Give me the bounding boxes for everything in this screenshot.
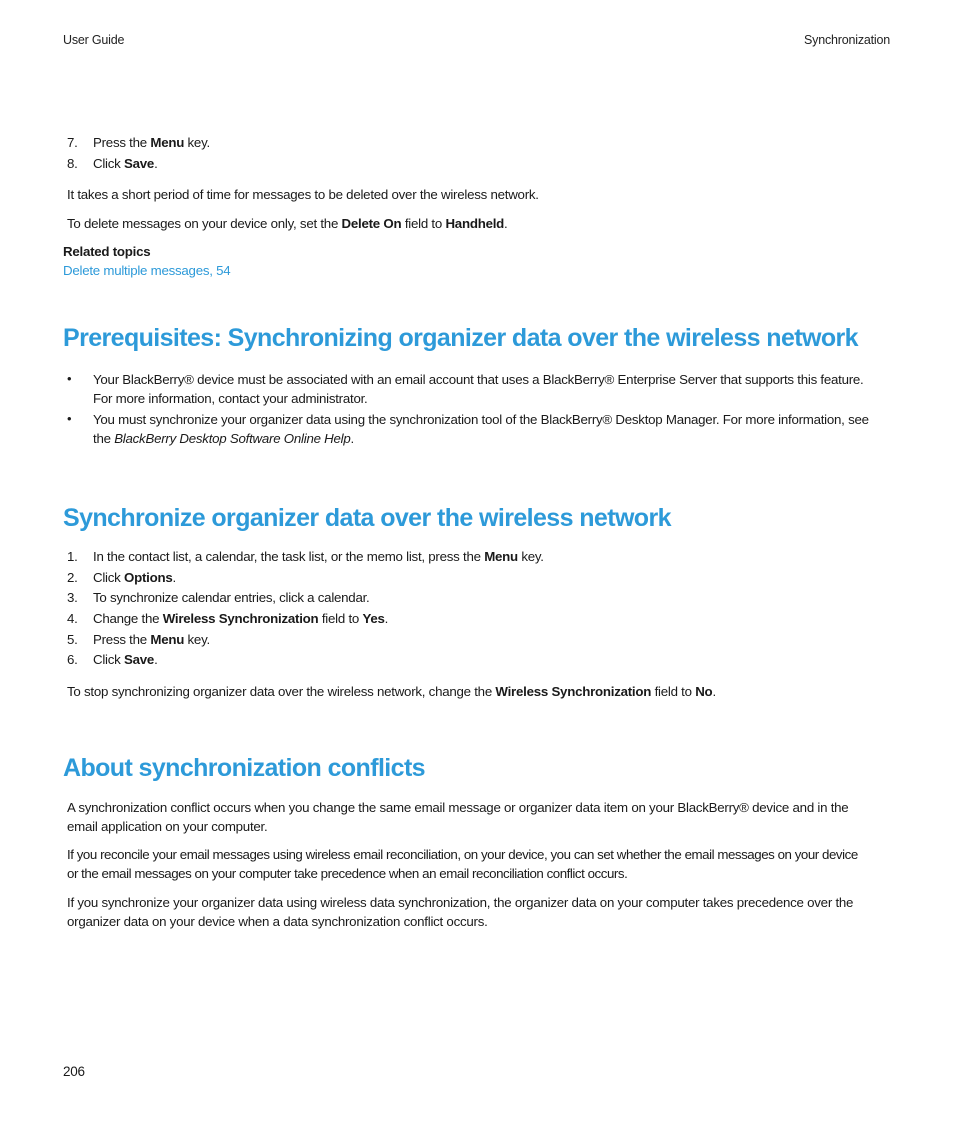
bullet-item: You must synchronize your organizer data using the synchronization tool of the BlackBerry® Desktop Manager. For more information, see the BlackBerry Desktop Software Online Help. — [93, 412, 869, 446]
bullet-marker: • — [67, 371, 72, 386]
step-number: 1. — [67, 549, 78, 564]
step-item: Click Save. — [93, 652, 158, 667]
step-item: In the contact list, a calendar, the task list, or the memo list, press the Menu key. — [93, 549, 544, 564]
conflict-paragraph: A synchronization conflict occurs when you change the same email message or organizer data item on your BlackBerry® device and in the email application on your computer. — [67, 800, 849, 834]
conflict-paragraph: If you reconcile your email messages using wireless email reconciliation, on your device, you can set whether the email messages on your device or the email messages on your computer take precedence when an email reconciliation conflict occurs. — [67, 847, 858, 881]
step-number: 4. — [67, 611, 78, 626]
note-stop-sync: To stop synchronizing organizer data over the wireless network, change the Wireless Synchronization field to No. — [67, 684, 716, 699]
step-number: 3. — [67, 590, 78, 605]
step-number: 2. — [67, 570, 78, 585]
running-header-right: Synchronization — [804, 33, 890, 47]
page-number: 206 — [63, 1064, 85, 1079]
step-item: Click Options. — [93, 570, 176, 585]
note-deletion-time: It takes a short period of time for messages to be deleted over the wireless network. — [67, 187, 539, 202]
help-reference: BlackBerry Desktop Software Online Help — [114, 431, 351, 446]
running-header-left: User Guide — [63, 33, 125, 47]
section-title-prerequisites: Prerequisites: Synchronizing organizer data over the wireless network — [63, 324, 858, 352]
bullet-item: Your BlackBerry® device must be associated with an email account that uses a BlackBerry® Enterprise Server that supports this feature. For more information, contact your administrator. — [93, 372, 864, 406]
step-number: 7. — [67, 135, 78, 150]
bullet-marker: • — [67, 411, 72, 426]
step-number: 6. — [67, 652, 78, 667]
section-title-conflicts: About synchronization conflicts — [63, 754, 425, 782]
step-item: Press the Menu key. — [93, 632, 210, 647]
note-delete-on-device: To delete messages on your device only, set the Delete On field to Handheld. — [67, 216, 508, 231]
section-title-synchronize: Synchronize organizer data over the wireless network — [63, 504, 671, 532]
step-item: Click Save. — [93, 156, 158, 171]
conflict-paragraph: If you synchronize your organizer data using wireless data synchronization, the organizer data on your computer takes precedence over the organizer data on your device when a data synchronization conflict occurs. — [67, 895, 854, 929]
step-number: 5. — [67, 632, 78, 647]
step-number: 8. — [67, 156, 78, 171]
step-item: Press the Menu key. — [93, 135, 210, 150]
step-item: To synchronize calendar entries, click a calendar. — [93, 590, 370, 605]
step-item: Change the Wireless Synchronization field to Yes. — [93, 611, 389, 626]
related-topics-heading: Related topics — [63, 244, 151, 259]
related-topic-link[interactable]: Delete multiple messages, 54 — [63, 263, 231, 278]
